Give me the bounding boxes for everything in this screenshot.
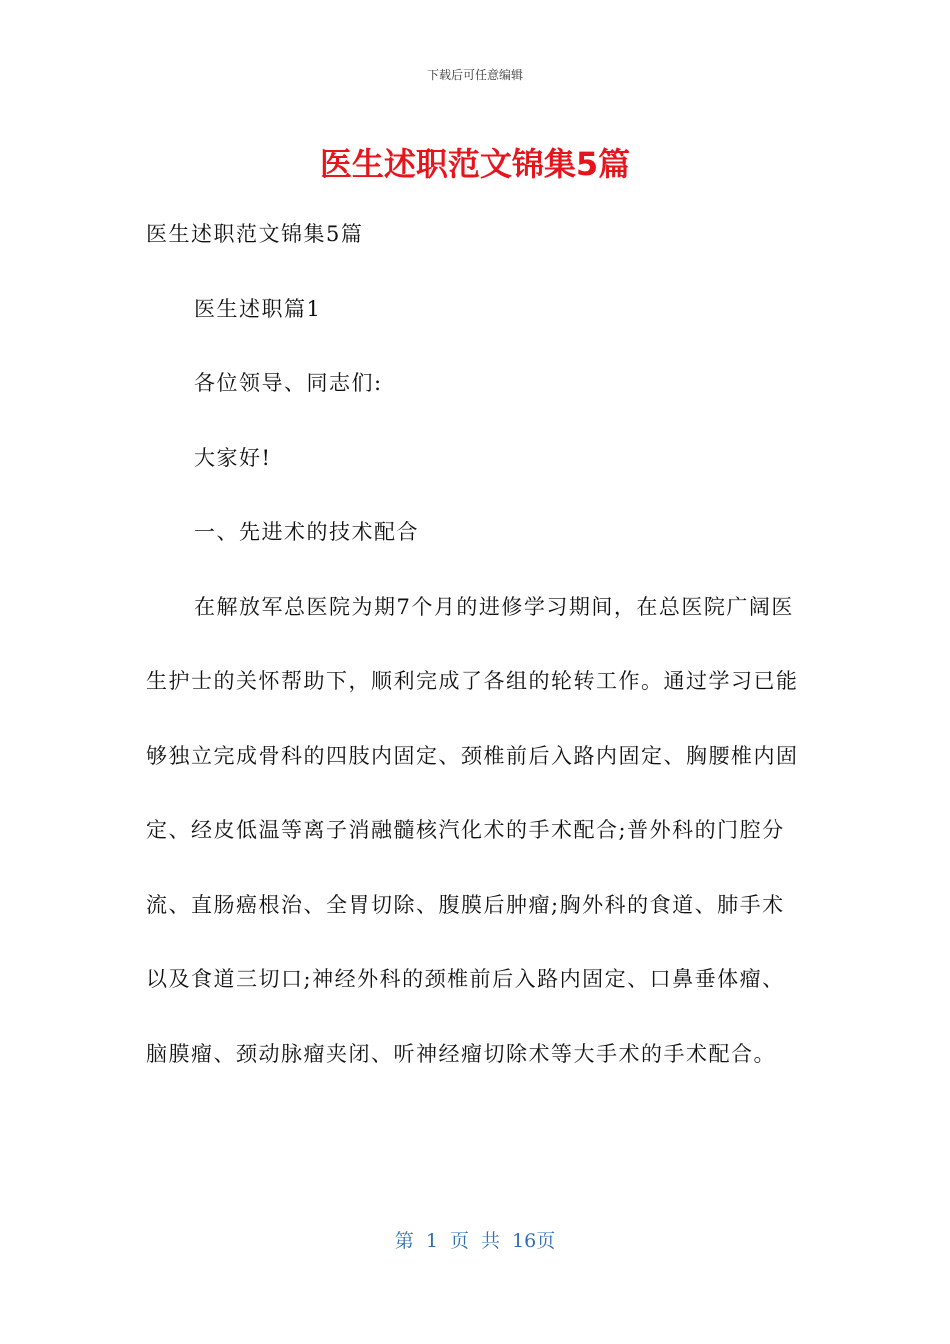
paragraph-section-heading: 医生述职篇1 xyxy=(194,296,322,321)
page-footer-number: 第 1 页 共 16页 xyxy=(394,1230,556,1252)
document-body xyxy=(146,197,806,1091)
paragraph-greeting: 大家好! xyxy=(194,445,272,470)
paragraph-subtitle: 医生述职范文锦集5篇 xyxy=(146,222,364,246)
paragraph-body: 在解放军总医院为期7个月的进修学习期间，在总医院广阔医生护士的关怀帮助下，顺利完成了各组的轮转工作。通过学习已能够独立完成骨科的四肢内固定、颈椎前后入路内固定、胸腰椎内固定、经皮低温等离子消融髓核汽化术的手术配合;普外科的门腔分流、直肠癌根治、全胃切除、腹膜后肿瘤;胸外科的食道、肺手术以及食道三切口;神经外科的颈椎前后入路内固定、口鼻垂体瘤、脑膜瘤、颈动脉瘤夹闭、听神经瘤切除术等大手术的手术配合。 xyxy=(146,594,799,1066)
page-header-note: 下载后可任意编辑 xyxy=(426,68,523,82)
paragraph-salutation: 各位领导、同志们: xyxy=(194,371,383,395)
document-title: 医生述职范文锦集5篇 xyxy=(319,145,631,183)
paragraph-subheading: 一、先进术的技术配合 xyxy=(194,520,419,544)
